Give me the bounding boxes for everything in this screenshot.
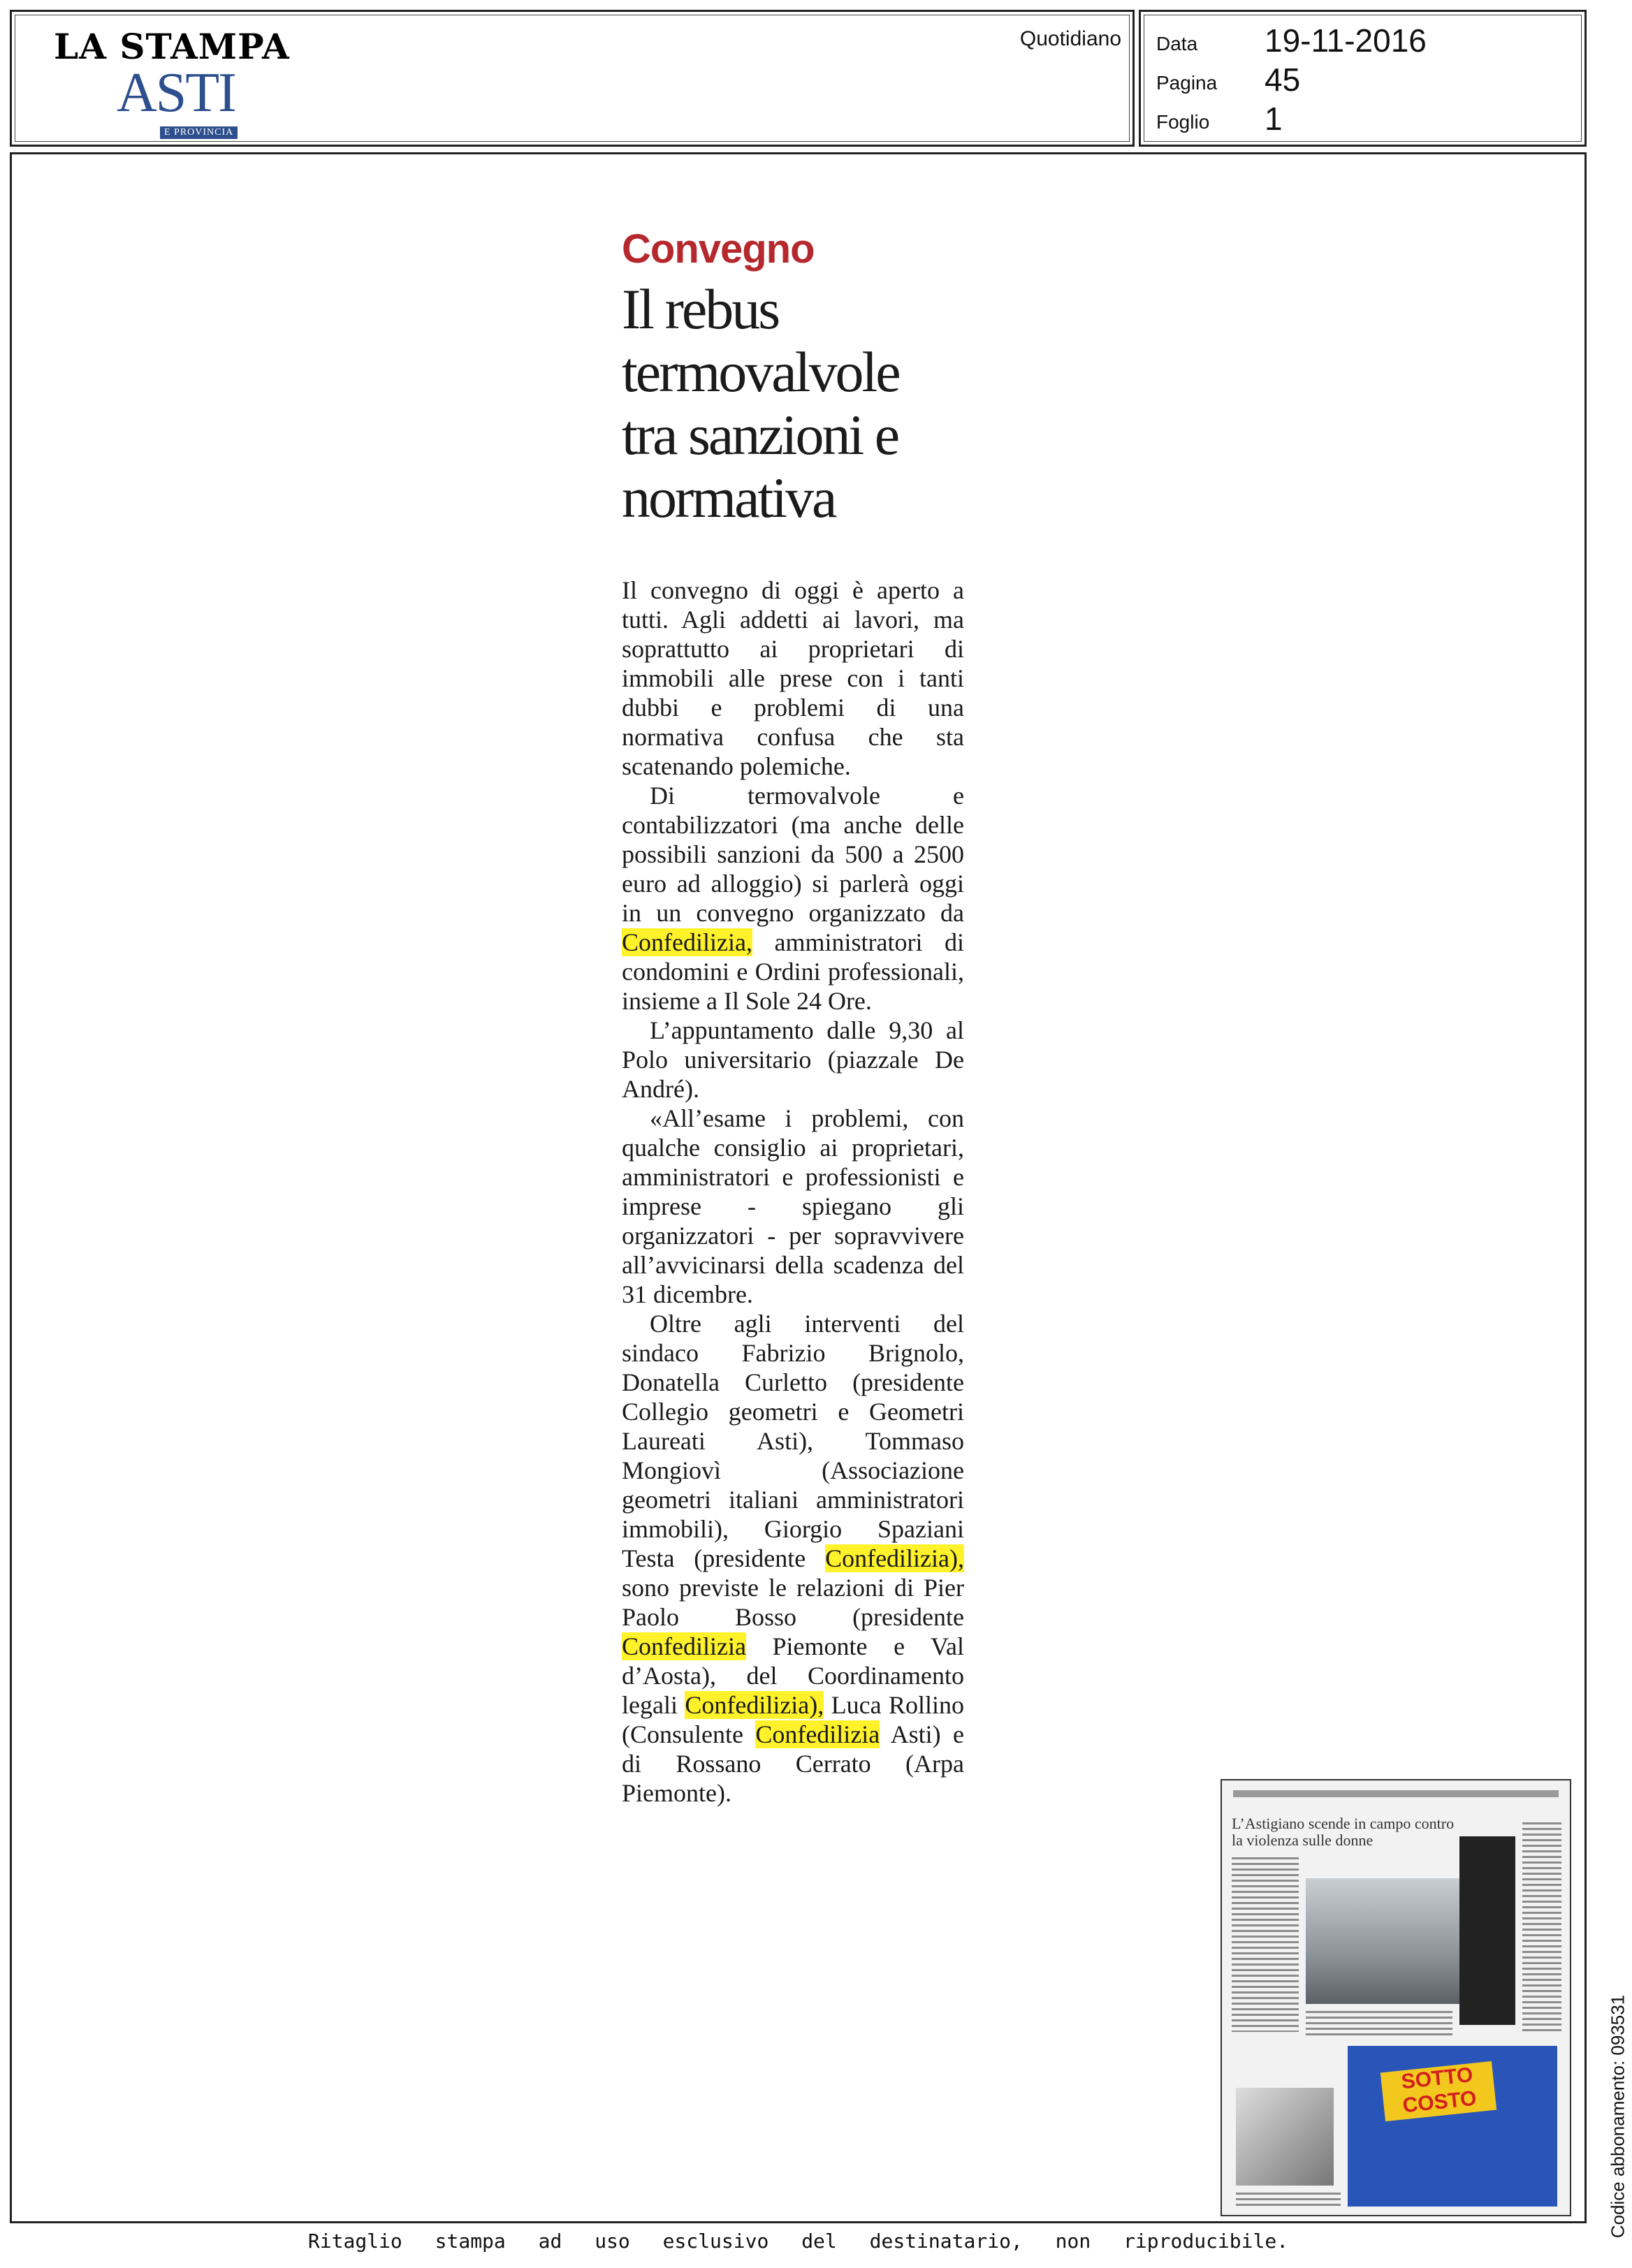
thumbnail-headline: L’Astigiano scende in campo contro la violenza sulle donne [1232,1815,1455,1849]
metadata-box [1139,10,1587,147]
date-label: Data [1156,33,1198,54]
meta-row-sheet [1156,97,1575,139]
newspaper-edition: ASTI [117,62,235,124]
article [622,226,964,1808]
article-paragraph [622,1104,964,1309]
highlighted-term: Confedilizia), [825,1544,964,1572]
meta-row-page [1156,58,1575,100]
article-paragraph [622,1309,964,1808]
sheet-label: Foglio [1156,111,1210,133]
highlighted-term: Confedilizia), [685,1691,824,1719]
thumbnail-ad-banner: SOTTO COSTO [1380,2061,1496,2121]
highlighted-term: Confedilizia [755,1720,880,1748]
paragraph-text: Il convegno di oggi è aperto a tutti. Agli addetti ai lavori, ma soprattutto ai proprietari di immobili alle prese con i tanti dubbi e problemi di una normativa confusa che sta scatenando polemiche. [622,576,964,780]
paragraph-text: sono previste le relazioni di Pier Paolo Bosso (presidente [622,1574,964,1631]
thumbnail-text-column [1236,2193,1341,2209]
thumbnail-portrait [1236,2088,1334,2186]
article-kicker: Convegno [622,226,815,272]
article-paragraph [622,576,964,781]
publication-type: Quotidiano [1019,27,1121,50]
article-headline: Il rebus termovalvole tra sanzioni e normativa [622,277,899,529]
article-body [622,576,964,1808]
newspaper-subedition: E PROVINCIA [160,126,238,139]
paragraph-text: Piemonte e Val d’Aosta), del Coordinamento legali [622,1632,964,1719]
article-paragraph [622,1016,964,1104]
footer-disclaimer: Ritaglio stampa ad uso esclusivo del destinatario, non riproducibile. [307,2230,1289,2253]
paragraph-text: Luca Rollino (Consulente [622,1691,964,1748]
masthead-box [10,10,1135,147]
newspaper-name: LA STAMPA [54,26,290,67]
meta-row-date [1156,19,1575,61]
thumbnail-text-column [1522,1822,1561,2032]
page-value: 45 [1265,61,1301,98]
paragraph-text: Di termovalvole e contabilizzatori (ma anche delle possibili sanzioni da 500 a 2500 euro ad alloggio) si parlerà oggi in un convegno organizzato da [622,782,964,927]
thumbnail-text-column [1232,1857,1299,2032]
paragraph-text: Oltre agli interventi del sindaco Fabrizio Brignolo, Donatella Curletto (presidente Collegio geometri e Geometri Laureati Asti), Tommaso Mongiovì (Associazione geometri italiani amministratori immobili), Giorgio Spaziani Testa (presidente [622,1310,964,1572]
paragraph-text: amministratori di condomini e Ordini professionali, insieme a Il Sole 24 Ore. [622,928,964,1015]
article-paragraph [622,781,964,1016]
subscription-code-text: Codice abbonamento: 093531 [1607,1994,1629,2239]
thumbnail-photo [1306,1878,1480,2004]
date-value: 19-11-2016 [1265,22,1427,59]
highlighted-term: Confedilizia, [622,928,752,956]
paragraph-text: «All’esame i problemi, con qualche consiglio ai proprietari, amministratori e professionisti e imprese - spiegano gli organizzatori - per sopravvivere all’avvicinarsi della scadenza del 31 dicembre. [622,1104,964,1308]
thumbnail-header-bar [1233,1790,1559,1797]
page-thumbnail [1221,1779,1571,2216]
page-label: Pagina [1156,72,1218,94]
paragraph-text: L’appuntamento dalle 9,30 al Polo universitario (piazzale De André). [622,1016,964,1103]
sheet-value: 1 [1265,101,1283,137]
paragraph-text: Asti) e di Rossano Cerrato (Arpa Piemonte). [622,1720,964,1807]
thumbnail-text-column [1306,2011,1452,2039]
subscription-code [1604,1984,1632,2249]
highlighted-term: Confedilizia [622,1632,746,1660]
thumbnail-dark-box [1459,1836,1515,2025]
